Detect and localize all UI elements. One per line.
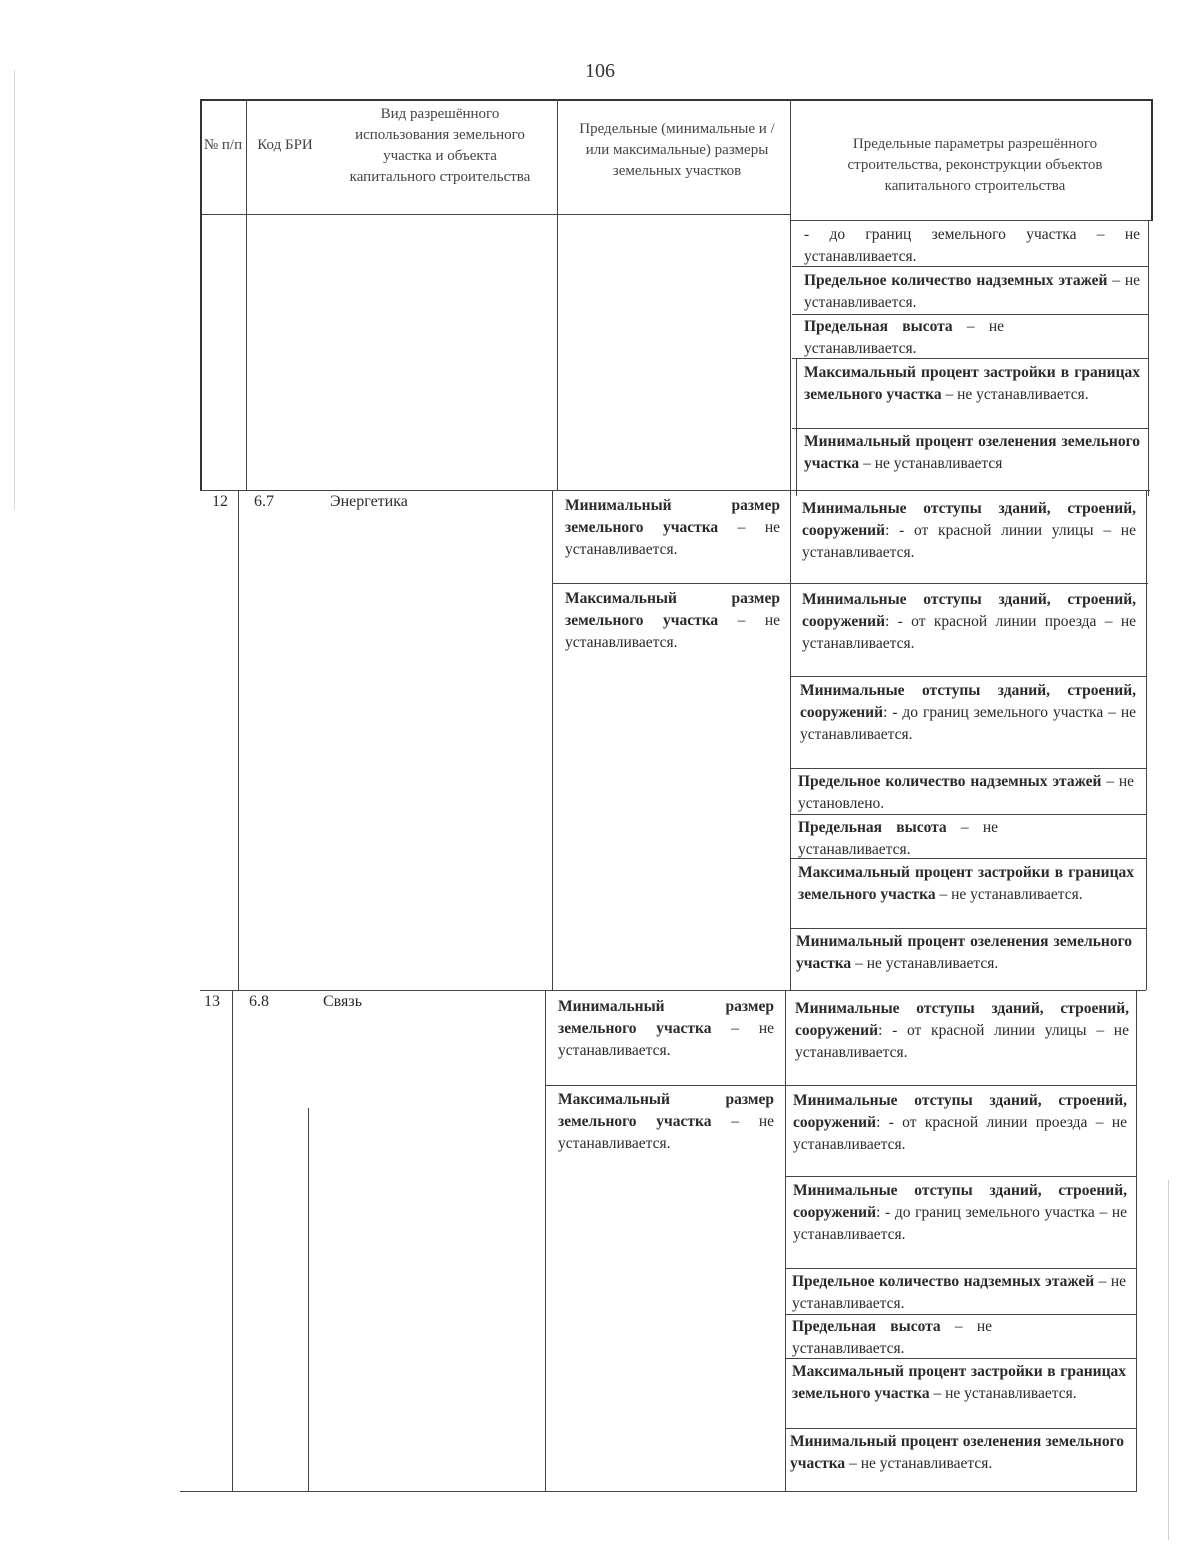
row13-param: Минимальные отступы зданий, строений, сооружений: - до границ земельного участка – не устанавливается.: [793, 1182, 1127, 1243]
row12-param: Минимальные отступы зданий, строений, сооружений: - до границ земельного участка – не устанавливается.: [800, 682, 1136, 743]
row12-param: Максимальный процент застройки в границах земельного участка – не устанавливается.: [798, 864, 1134, 903]
row12-param: Минимальный процент озеленения земельного участка – не устанавливается.: [796, 933, 1132, 972]
row12-param: Предельная высота – не устанавливается.: [798, 819, 998, 858]
row13-param: Предельное количество надземных этажей – не устанавливается.: [792, 1273, 1126, 1312]
row12-size: Максимальный размер земельного участка – не устанавливается.: [565, 590, 780, 651]
row13-size: Максимальный размер земельного участка – не устанавливается.: [558, 1091, 774, 1152]
row12-code: 6.7: [254, 493, 274, 510]
header-number: № п/п: [203, 137, 243, 153]
header-use-type: Вид разрешённого использования земельного участка и объекта капитального строительства: [349, 106, 531, 185]
header-plot-sizes: Предельные (минимальные и /или максимальные) размеры земельных участков: [579, 121, 775, 179]
row11-param: - до границ земельного участка – не устанавливается.: [804, 226, 1140, 265]
row12-param: Предельное количество надземных этажей – не установлено.: [798, 773, 1134, 812]
header-code: Код БРИ: [257, 137, 313, 153]
row12-use-name: Энергетика: [330, 493, 408, 510]
row12-param: Минимальные отступы зданий, строений, сооружений: - от красной линии улицы – не устанавливается.: [802, 500, 1136, 561]
row13-code: 6.8: [249, 993, 269, 1010]
row13-number: 13: [204, 993, 220, 1010]
row11-param: Максимальный процент застройки в границах земельного участка – не устанавливается.: [804, 364, 1140, 403]
row11-param: Предельная высота – не устанавливается.: [804, 318, 1004, 357]
row13-param: Предельная высота – не устанавливается.: [792, 1318, 992, 1357]
row13-size: Минимальный размер земельного участка – не устанавливается.: [558, 998, 774, 1059]
row13-param: Максимальный процент застройки в границах земельного участка – не устанавливается.: [792, 1363, 1126, 1402]
row13-param: Минимальный процент озеленения земельного участка – не устанавливается.: [790, 1433, 1124, 1472]
header-parameters: Предельные параметры разрешённого строительства, реконструкции объектов капитального строительства: [847, 136, 1103, 194]
row13-param: Минимальные отступы зданий, строений, сооружений: - от красной линии улицы – не устанавливается.: [795, 1000, 1129, 1061]
row13-param: Минимальные отступы зданий, строений, сооружений: - от красной линии проезда – не устанавливается.: [793, 1092, 1127, 1153]
row12-param: Минимальные отступы зданий, строений, сооружений: - от красной линии проезда – не устанавливается.: [802, 591, 1136, 652]
row11-param: Минимальный процент озеленения земельного участка – не устанавливается: [804, 433, 1140, 472]
row12-size: Минимальный размер земельного участка – не устанавливается.: [565, 497, 780, 558]
row13-use-name: Связь: [323, 993, 362, 1010]
page-number: 106: [585, 60, 615, 82]
row12-number: 12: [212, 493, 228, 510]
row11-param: Предельное количество надземных этажей – не устанавливается.: [804, 272, 1140, 311]
